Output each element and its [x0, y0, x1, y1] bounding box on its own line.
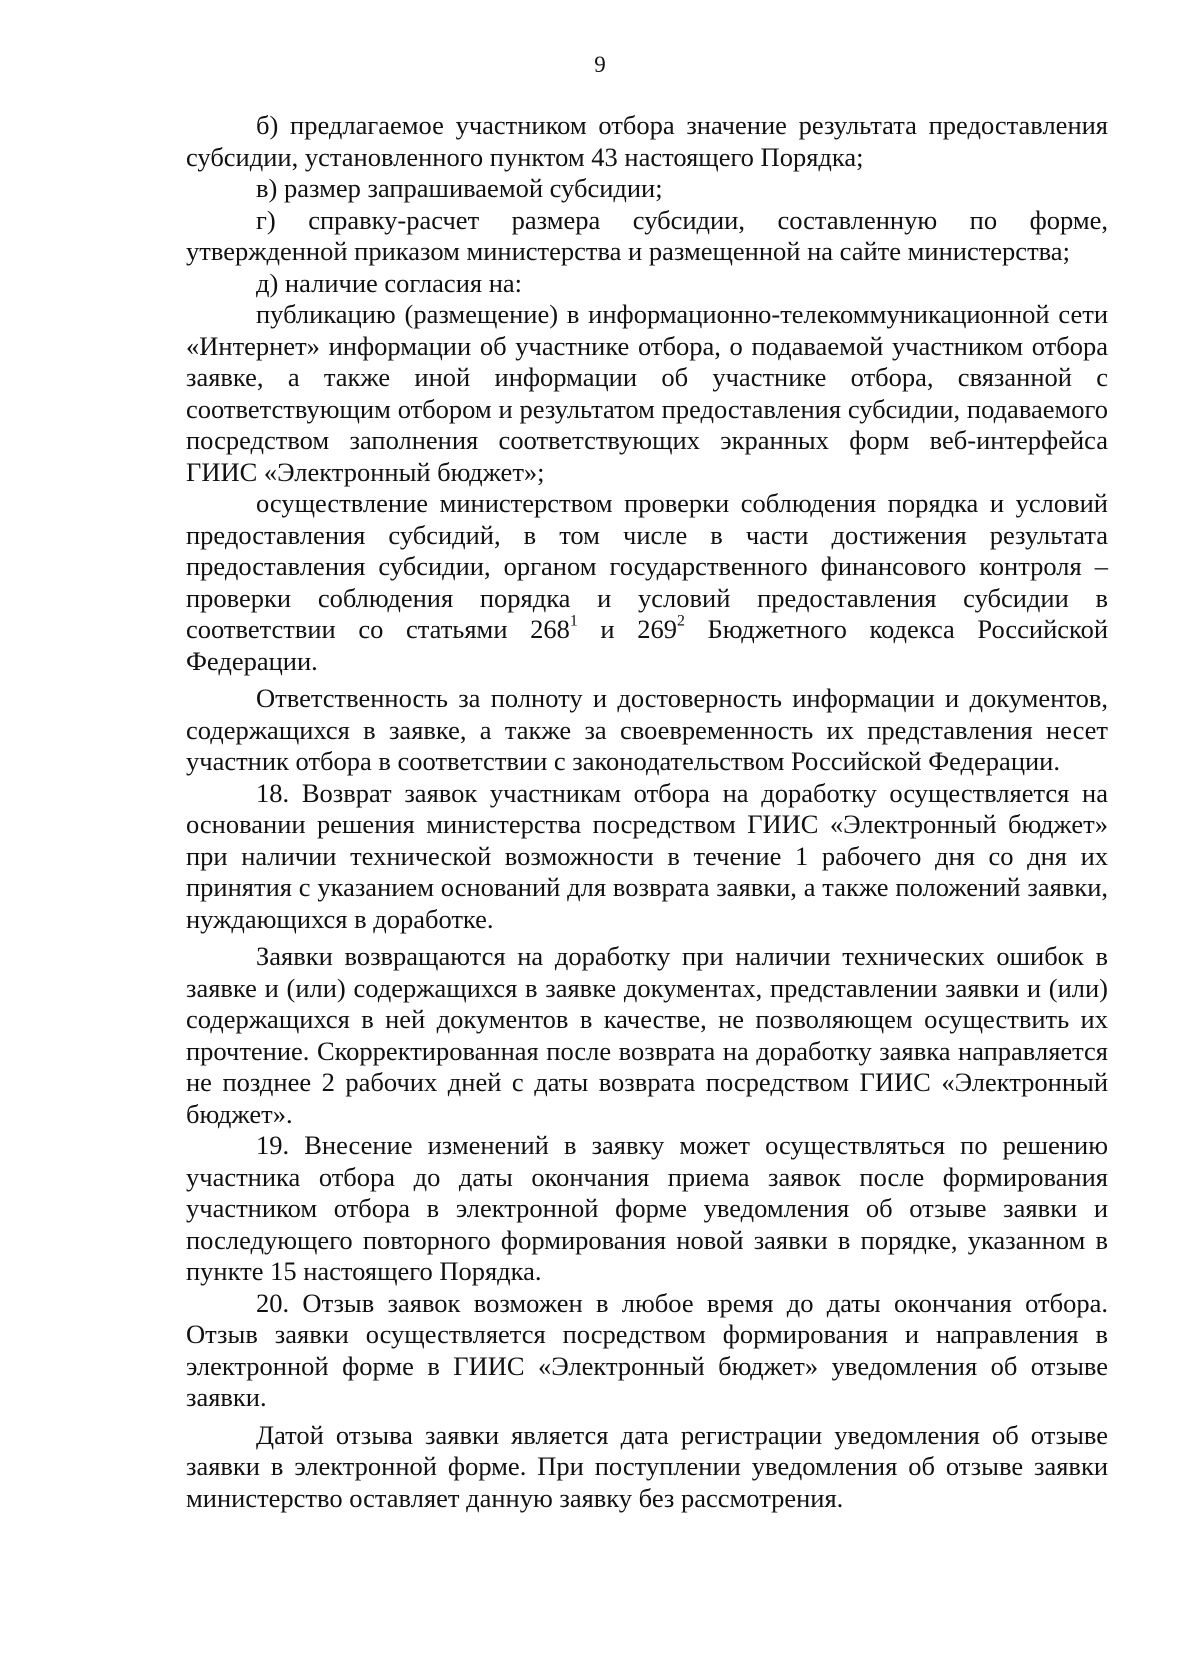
- paragraph-withdrawal-date: Датой отзыва заявки является дата регистрации уведомления об отзыве заявки в электронной форме. При поступлении уведомления об отзыве заявки министерство оставляет данную заявку без рассмотрения.: [186, 1419, 1108, 1513]
- inspection-text-after: Бюджетного кодекса Российской Федерации.: [186, 614, 1109, 676]
- superscript-1: 1: [569, 612, 578, 630]
- paragraph-responsibility: Ответственность за полноту и достоверность информации и документов, содержащихся в заявке, а также за своевременность их представления несет участник отбора в соответствии с законодательством Российской Федерации.: [186, 683, 1108, 776]
- document-body: [186, 110, 1108, 1514]
- paragraph-item-d: д) наличие согласия на:: [256, 267, 522, 298]
- superscript-2: 2: [676, 612, 685, 630]
- paragraph-consent-inspection: [186, 488, 1108, 677]
- paragraph-item-18: 18. Возврат заявок участникам отбора на доработку осуществляется на основании решения министерства посредством ГИИС «Электронный бюджет» при наличии технической возможности в течение 1 рабочего дня со дня их принятия с указанием оснований для возврата заявки, а также положений заявки, нуждающихся в доработке.: [186, 777, 1108, 934]
- inspection-text-before: осуществление министерством проверки соблюдения порядка и условий предоставления субсидий, в том числе в части достижения результата предоставления субсидии, органом государственного финансового контроля – проверки соблюдения порядка и условий предоставления субсидии в соответствии со статьями 268: [186, 488, 1108, 644]
- paragraph-item-20: 20. Отзыв заявок возможен в любое время до даты окончания отбора. Отзыв заявки осуществляется посредством формирования и направления в электронной форме в ГИИС «Электронный бюджет» уведомления об отзыве заявки.: [186, 1287, 1108, 1412]
- inspection-text-middle: и 269: [577, 614, 677, 644]
- page-number: 9: [594, 52, 606, 77]
- paragraph-item-b: б) предлагаемое участником отбора значение результата предоставления субсидии, установленного пунктом 43 настоящего Порядка;: [186, 110, 1108, 172]
- paragraph-item-v: в) размер запрашиваемой субсидии;: [256, 173, 663, 203]
- paragraph-item-19: 19. Внесение изменений в заявку может осуществляться по решению участника отбора до даты окончания приема заявок после формирования участником отбора в электронной форме уведомления об отзыве заявки и последующего повторного формирования новой заявки в порядке, указанном в пункте 15 настоящего Порядка.: [186, 1130, 1108, 1286]
- paragraph-returns: Заявки возвращаются на доработку при наличии технических ошибок в заявке и (или) содержащихся в заявке документах, представлении заявки и (или) содержащихся в ней документов в качестве, не позволяющем осуществить их прочтение. Скорректированная после возврата на доработку заявка направляется не позднее 2 рабочих дней с даты возврата посредством ГИИС «Электронный бюджет».: [186, 941, 1108, 1129]
- paragraph-consent-publication: публикацию (размещение) в информационно-телекоммуникационной сети «Интернет» информации об участнике отбора, о подаваемой участником отбора заявке, а также иной информации об участнике отбора, связанной с соответствующим отбором и результатом предоставления субсидии, подаваемого посредством заполнения соответствующих экранных форм веб-интерфейса ГИИС «Электронный бюджет»;: [186, 299, 1108, 487]
- paragraph-item-g: г) справку-расчет размера субсидии, составленную по форме, утвержденной приказом министерства и размещенной на сайте министерства;: [186, 204, 1108, 266]
